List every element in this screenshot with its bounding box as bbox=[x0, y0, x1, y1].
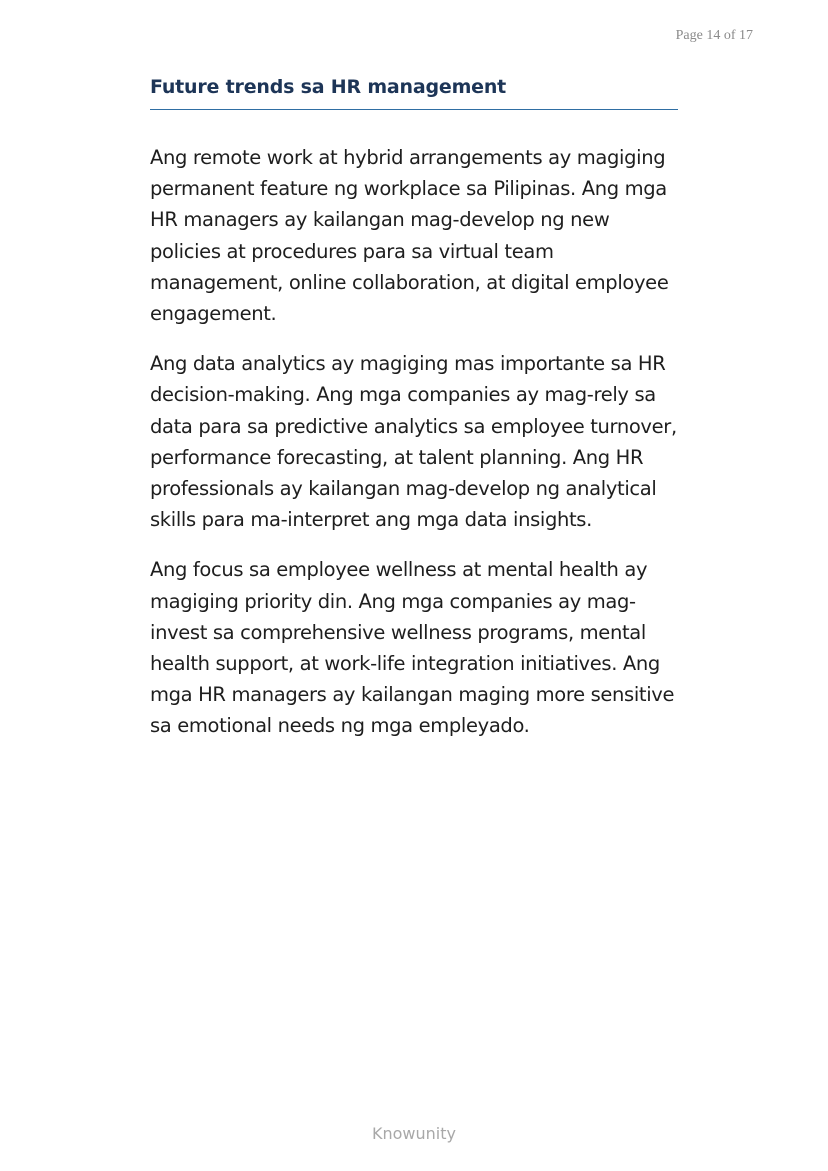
paragraph-data-analytics: Ang data analytics ay magiging mas importante sa HR decision-making. Ang mga companies ay mag-rely sa data para sa predictive analytics sa employee turnover, performance forecasting, at talent planning. Ang HR professionals ay kailangan mag-develop ng analytical skills para ma-interpret ang mga data insights. bbox=[150, 352, 677, 532]
document-content bbox=[150, 76, 678, 742]
section-title: Future trends sa HR management bbox=[150, 76, 678, 110]
page-number: Page 14 of 17 bbox=[675, 28, 753, 43]
footer-brand: Knowunity bbox=[372, 1124, 456, 1143]
paragraph-employee-wellness: Ang focus sa employee wellness at mental health ay magiging priority din. Ang mga companies ay mag-invest sa comprehensive wellness programs, mental health support, at work-life integration initiatives. Ang mga HR managers ay kailangan maging more sensitive sa emotional needs ng mga empleyado. bbox=[150, 558, 675, 738]
paragraph-remote-work: Ang remote work at hybrid arrangements ay magiging permanent feature ng workplace sa Pilipinas. Ang mga HR managers ay kailangan mag-develop ng new policies at procedures para sa virtual team management, online collaboration, at digital employee engagement. bbox=[150, 146, 669, 326]
